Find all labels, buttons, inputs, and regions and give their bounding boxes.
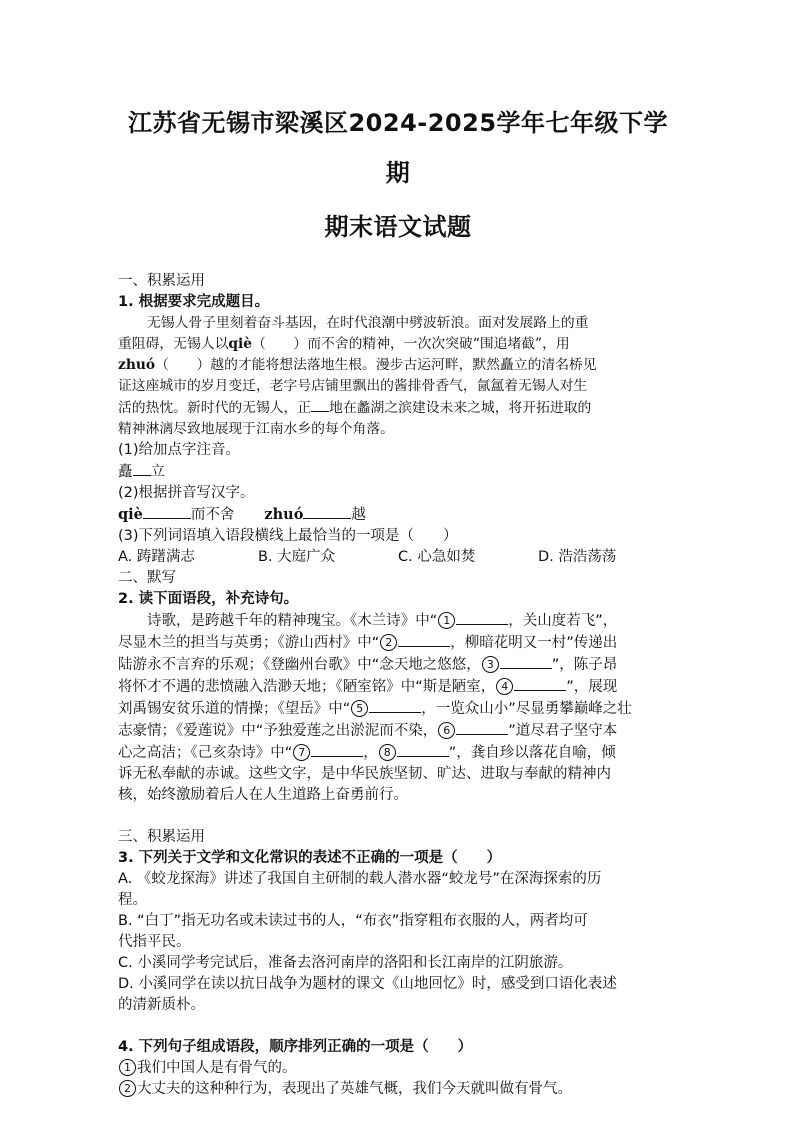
passage-text: （ ）而不舍的精神，一次次突破“围追堵截”，用 bbox=[252, 336, 570, 352]
poem-line bbox=[118, 698, 678, 720]
subquestion-1-answer bbox=[118, 461, 678, 483]
poem-text: 刘禹锡安贫乐道的情操；《望岳》中“ bbox=[118, 701, 351, 717]
passage-line: 精神淋漓尽致地展现于江南水乡的每个角落。 bbox=[118, 421, 394, 437]
sentence-text: 我们中国人是有骨气的。 bbox=[137, 1060, 297, 1076]
option-a-cont: 程。 bbox=[118, 892, 147, 908]
spacer bbox=[118, 806, 678, 827]
poem-line: 核，始终激励着后人在人生道路上奋勇前行。 bbox=[118, 787, 408, 803]
sentence-item bbox=[118, 1079, 678, 1100]
circled-number: 8 bbox=[379, 744, 396, 761]
question-1-stem: 1. 根据要求完成题目。 bbox=[118, 294, 270, 310]
circled-number: 6 bbox=[438, 722, 455, 739]
page-title bbox=[118, 98, 678, 252]
answer-blank[interactable] bbox=[303, 504, 351, 519]
poem-line bbox=[118, 676, 678, 698]
circled-number: 3 bbox=[482, 656, 499, 673]
passage-line: 证这座城市的岁月变迁，老字号店铺里飘出的酱排骨香气，氤氲着无锡人对生 bbox=[118, 378, 588, 394]
poem-text: 将怀才不遇的悲愤融入浩渺天地；《陋室铭》中“斯是陋室， bbox=[118, 679, 496, 695]
circled-number: 2 bbox=[119, 1080, 136, 1097]
title-line-2: 期末语文试题 bbox=[324, 213, 472, 241]
passage-line bbox=[118, 397, 678, 419]
passage-line: 无锡人骨子里刻着奋斗基因，在时代浪潮中劈波斩浪。面对发展路上的重 bbox=[147, 315, 589, 331]
poem-text: ，一览众山小”尽显勇攀巅峰之壮 bbox=[421, 701, 632, 717]
circled-number: 1 bbox=[438, 612, 455, 629]
option-d[interactable]: D. 浩浩荡荡 bbox=[538, 549, 617, 565]
circled-number: 5 bbox=[351, 700, 368, 717]
answer-blank[interactable] bbox=[514, 676, 566, 691]
circled-number: 4 bbox=[496, 678, 513, 695]
poem-text: 心之高洁；《己亥杂诗》中“ bbox=[118, 745, 293, 761]
passage-text: 活的热忱。新时代的无锡人，正 bbox=[118, 400, 312, 416]
title-line-1: 江苏省无锡市梁溪区2024-2025学年七年级下学期 bbox=[127, 109, 669, 187]
section-heading-3: 三、积累运用 bbox=[118, 829, 205, 845]
answer-blank[interactable] bbox=[369, 698, 421, 713]
answer-blank[interactable] bbox=[143, 504, 191, 519]
answer-blank[interactable] bbox=[133, 461, 151, 476]
circled-number: 2 bbox=[380, 634, 397, 651]
question-2-stem: 2. 读下面语段，补充诗句。 bbox=[118, 591, 299, 607]
answer-blank[interactable] bbox=[398, 632, 450, 647]
option-b[interactable]: B. “白丁”指无功名或未读过书的人，“布衣”指穿粗布衣服的人，两者均可 bbox=[118, 913, 588, 929]
poem-text: ”道尽君子坚守本 bbox=[508, 723, 618, 739]
poem-text: 尽显木兰的担当与英勇；《游山西村》中“ bbox=[118, 635, 380, 651]
pinyin: zhuó bbox=[264, 506, 304, 523]
section-heading-1: 一、积累运用 bbox=[118, 273, 205, 289]
poem-line bbox=[118, 720, 678, 742]
option-d[interactable]: D. 小溪同学在读以抗日战争为题材的课文《山地回忆》时，感受到口语化表述 bbox=[118, 976, 617, 992]
poem-line bbox=[118, 742, 678, 764]
subquestion-2-answer bbox=[118, 504, 678, 526]
answer-blank[interactable] bbox=[456, 610, 508, 625]
poem-text: 志豪情；《爱莲说》中“予独爱莲之出淤泥而不染， bbox=[118, 723, 438, 739]
word-text: 而不舍 bbox=[190, 507, 235, 523]
option-b-cont: 代指平民。 bbox=[118, 934, 191, 950]
answer-blank[interactable] bbox=[311, 742, 363, 757]
subquestion-1: (1)给加点字注音。 bbox=[118, 442, 241, 458]
option-a[interactable]: A. 《蛟龙探海》讲述了我国自主研制的载人潜水器“蛟龙号”在深海探索的历 bbox=[118, 871, 602, 887]
subquestion-2: (2)根据拼音写汉字。 bbox=[118, 485, 255, 501]
answer-blank[interactable] bbox=[311, 397, 329, 412]
poem-text: 诗歌，是跨越千年的精神瑰宝。《木兰诗》中“ bbox=[147, 613, 438, 629]
dotted-char: 矗 bbox=[118, 464, 133, 480]
poem-text: ”，龚自珍以落花自喻，倾 bbox=[448, 745, 616, 761]
circled-number: 7 bbox=[293, 744, 310, 761]
option-c[interactable]: C. 心急如焚 bbox=[398, 549, 476, 565]
poem-line bbox=[118, 610, 678, 632]
word-text: 立 bbox=[150, 464, 165, 480]
poem-text: ，关山度若飞”， bbox=[508, 613, 618, 629]
poem-line bbox=[118, 654, 678, 676]
answer-blank[interactable] bbox=[456, 720, 508, 735]
passage-line bbox=[118, 334, 678, 355]
poem-line: 诉无私奉献的赤诚。这些文字，是中华民族坚韧、旷达、进取与奉献的精神内 bbox=[118, 766, 611, 782]
option-c[interactable]: C. 小溪同学考完试后，准备去洛河南岸的洛阳和长江南岸的江阴旅游。 bbox=[118, 955, 573, 971]
pinyin: qiè bbox=[228, 336, 253, 352]
poem-text: ，柳暗花明又一村”传递出 bbox=[450, 635, 618, 651]
section-heading-2: 二、默写 bbox=[118, 570, 176, 586]
poem-line bbox=[118, 632, 678, 654]
question-4-stem: 4. 下列句子组成语段，顺序排列正确的一项是（ ） bbox=[118, 1039, 473, 1055]
sentence-item bbox=[118, 1058, 678, 1079]
answer-blank[interactable] bbox=[397, 742, 449, 757]
passage-text: 地在蠡湖之滨建设未来之城，将开拓进取的 bbox=[329, 400, 592, 416]
exam-page bbox=[118, 0, 678, 1100]
poem-text: ， bbox=[363, 745, 378, 761]
word-text: 越 bbox=[351, 507, 366, 523]
passage-text: （ ）越的才能将想法落地生根。漫步古运河畔，默然矗立的清名桥见 bbox=[155, 357, 597, 373]
option-b[interactable]: B. 大庭广众 bbox=[258, 549, 336, 565]
poem-text: ”，陈子昂 bbox=[551, 657, 618, 673]
pinyin: zhuó bbox=[118, 357, 156, 373]
answer-blank[interactable] bbox=[500, 654, 552, 669]
subquestion-3: (3)下列词语填入语段横线上最恰当的一项是（ ） bbox=[118, 528, 458, 544]
poem-text: ”，展现 bbox=[566, 679, 618, 695]
poem-text: 陆游永不言弃的乐观；《登幽州台歌》中“念天地之悠悠， bbox=[118, 657, 481, 673]
question-3-stem: 3. 下列关于文学和文化常识的表述不正确的一项是（ ） bbox=[118, 850, 502, 866]
circled-number: 1 bbox=[119, 1059, 136, 1076]
sentence-text: 大丈夫的这种种行为，表现出了英雄气概，我们今天就叫做有骨气。 bbox=[137, 1081, 572, 1097]
spacer bbox=[118, 1016, 678, 1037]
option-a[interactable]: A. 踌躇满志 bbox=[118, 549, 195, 565]
pinyin: qiè bbox=[118, 506, 143, 523]
passage-text: 重阻碍，无锡人以 bbox=[118, 336, 229, 352]
option-d-cont: 的清新质朴。 bbox=[118, 997, 205, 1013]
passage-line bbox=[118, 355, 678, 376]
exam-body bbox=[118, 271, 678, 1100]
options-row bbox=[118, 547, 678, 568]
